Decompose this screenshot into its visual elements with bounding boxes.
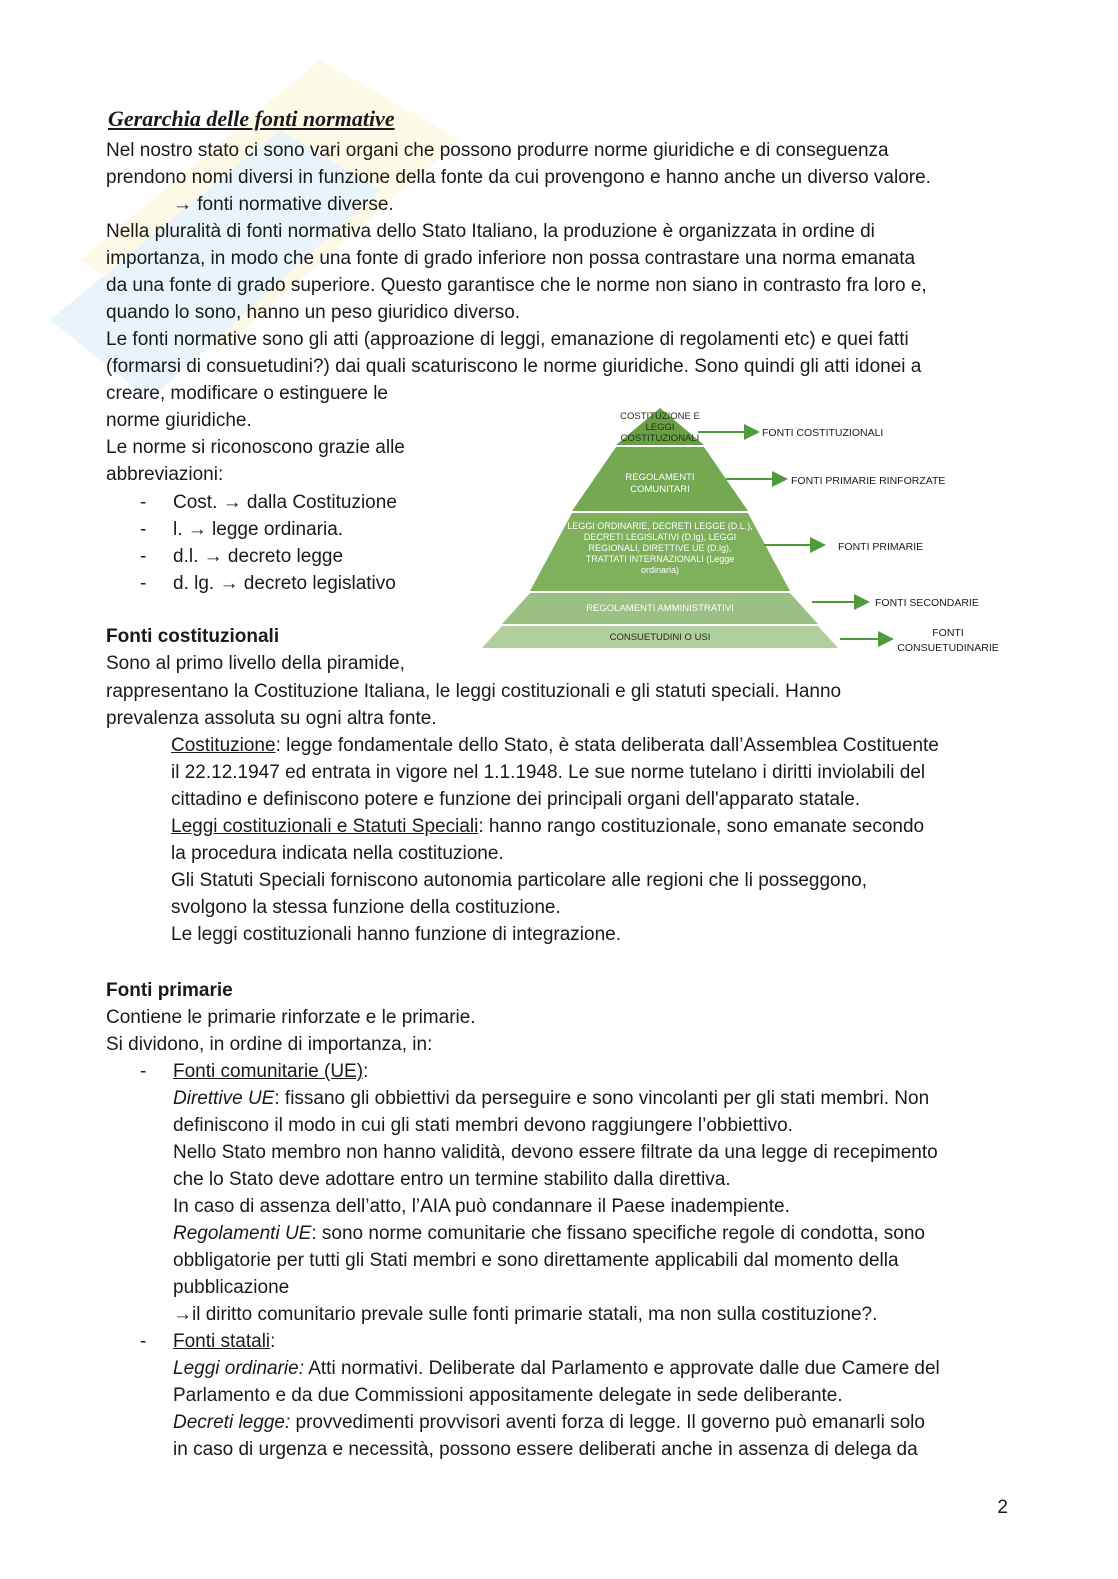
term: Leggi ordinarie: <box>173 1358 304 1379</box>
paragraph-line: Si dividono, in ordine di importanza, in: <box>106 1034 433 1055</box>
intro-line: (formarsi di consuetudini?) dai quali scaturiscono le norme giuridiche. Sono quindi gli atti idonei a <box>106 356 922 377</box>
tier-1-text: COSTITUZIONALI <box>620 433 700 444</box>
intro-line: Nel nostro stato ci sono vari organi che possono produrre norme giuridiche e di conseguenza <box>106 140 889 161</box>
level-label: FONTI PRIMARIE RINFORZATE <box>791 475 946 487</box>
paragraph-line: il 22.12.1947 ed entrata in vigore nel 1.1.1948. Le sue norme tutelano i diritti inviolabili del <box>171 762 926 783</box>
level-label: CONSUETUDINARIE <box>897 642 999 654</box>
intro-line: abbreviazioni: <box>106 464 224 485</box>
tier-5-text: CONSUETUDINI O USI <box>609 632 711 643</box>
level-label: FONTI PRIMARIE <box>838 541 924 553</box>
list-bullet: - <box>140 1061 147 1082</box>
term: Leggi costituzionali e Statuti Speciali <box>171 816 479 837</box>
section-heading: Fonti costituzionali <box>106 626 280 647</box>
hierarchy-pyramid <box>480 405 1010 660</box>
level-label: FONTI SECONDARIE <box>875 597 979 609</box>
paragraph-line: Costituzione: legge fondamentale dello Stato, è stata deliberata dall’Assemblea Costituente <box>171 735 939 756</box>
paragraph-line: cittadino e definiscono potere e funzione dei principali organi dell'apparato statale. <box>171 789 861 810</box>
tier-4-text: REGOLAMENTI AMMINISTRATIVI <box>586 603 734 614</box>
level-label: FONTI <box>932 627 964 639</box>
paragraph-line: Leggi costituzionali e Statuti Speciali: hanno rango costituzionale, sono emanate secondo <box>171 816 925 837</box>
tier-3-text: TRATTATI INTERNAZIONALI (Legge <box>585 554 735 564</box>
paragraph-line: Parlamento e da due Commissioni appositamente delegate in sede deliberante. <box>173 1385 843 1406</box>
tier-2-text: COMUNITARI <box>630 484 690 495</box>
paragraph-line: obbligatorie per tutti gli Stati membri e sono direttamente applicabili dal momento della <box>173 1250 899 1271</box>
list-item: Cost. → dalla Costituzione <box>173 492 397 513</box>
intro-line: prendono nomi diversi in funzione della fonte da cui provengono e hanno anche un diverso valore. <box>106 167 931 188</box>
paragraph-line: Decreti legge: provvedimenti provvisori aventi forza di legge. Il governo può emanarli solo <box>173 1412 925 1433</box>
list-bullet: - <box>140 492 147 513</box>
tier-1-text: LEGGI <box>645 422 675 433</box>
paragraph-line: →il diritto comunitario prevale sulle fonti primarie statali, ma non sulla costituzione?. <box>173 1304 878 1325</box>
list-bullet: - <box>140 573 147 594</box>
intro-line: norme giuridiche. <box>106 410 252 431</box>
paragraph-line: definiscono il modo in cui gli stati membri devono raggiungere l’obbiettivo. <box>173 1115 793 1136</box>
intro-line: quando lo sono, hanno un peso giuridico diverso. <box>106 302 521 323</box>
page-number: 2 <box>997 1497 1008 1518</box>
paragraph-line: Contiene le primarie rinforzate e le primarie. <box>106 1007 476 1028</box>
intro-line: Le fonti normative sono gli atti (approazione di leggi, emanazione di regolamenti etc) e quei fatti <box>106 329 909 350</box>
intro-line: → fonti normative diverse. <box>173 194 394 215</box>
level-label: FONTI COSTITUZIONALI <box>762 427 884 439</box>
tier-3-text: ordinaria) <box>640 565 680 575</box>
paragraph-line: svolgono la stessa funzione della costituzione. <box>171 897 561 918</box>
paragraph-line: Nello Stato membro non hanno validità, devono essere filtrate da una legge di recepimento <box>173 1142 938 1163</box>
intro-line: Le norme si riconoscono grazie alle <box>106 437 405 458</box>
list-item: Fonti comunitarie (UE): <box>173 1061 369 1082</box>
paragraph-line: prevalenza assoluta su ogni altra fonte. <box>106 708 437 729</box>
term: Decreti legge: <box>173 1412 291 1433</box>
paragraph-line: in caso di urgenza e necessità, possono essere deliberati anche in assenza di delega da <box>173 1439 918 1460</box>
list-bullet: - <box>140 519 147 540</box>
paragraph-line: la procedura indicata nella costituzione. <box>171 843 504 864</box>
term: Direttive UE <box>173 1088 275 1109</box>
page-title: Gerarchia delle fonti normative <box>108 106 395 131</box>
paragraph-line: che lo Stato deve adottare entro un termine stabilito dalla direttiva. <box>173 1169 731 1190</box>
tier-3-text: DECRETI LEGISLATIVI (D.lg), LEGGI <box>583 532 737 542</box>
paragraph-line: Leggi ordinarie: Atti normativi. Deliberate dal Parlamento e approvate dalle due Camere del <box>173 1358 940 1379</box>
term: Costituzione <box>171 735 276 756</box>
list-item: Fonti statali: <box>173 1331 276 1352</box>
list-item: d. lg. → decreto legislativo <box>173 573 396 594</box>
list-bullet: - <box>140 1331 147 1352</box>
intro-line: creare, modificare o estinguere le <box>106 383 388 404</box>
paragraph-line: Sono al primo livello della piramide, <box>106 653 405 674</box>
paragraph-line: Direttive UE: fissano gli obbiettivi da perseguire e sono vincolanti per gli stati membri. Non <box>173 1088 930 1109</box>
term: Regolamenti UE <box>173 1223 312 1244</box>
list-bullet: - <box>140 546 147 567</box>
tier-3-text: LEGGI ORDINARIE, DECRETI LEGGE (D.L.), <box>567 521 753 531</box>
section-heading: Fonti primarie <box>106 980 233 1001</box>
paragraph-line: Regolamenti UE: sono norme comunitarie che fissano specifiche regole di condotta, sono <box>173 1223 925 1244</box>
paragraph-line: rappresentano la Costituzione Italiana, le leggi costituzionali e gli statuti speciali. Hanno <box>106 681 842 702</box>
tier-1-text: COSTITUZIONE E <box>620 411 700 422</box>
paragraph-line: Gli Statuti Speciali forniscono autonomia particolare alle regioni che li posseggono, <box>171 870 868 891</box>
paragraph-line: Le leggi costituzionali hanno funzione di integrazione. <box>171 924 621 945</box>
tier-3-text: REGIONALI, DIRETTIVE UE (D.lg), <box>588 543 732 553</box>
list-item: l. → legge ordinaria. <box>173 519 344 540</box>
intro-line: Nella pluralità di fonti normativa dello Stato Italiano, la produzione è organizzata in ordine di <box>106 221 875 242</box>
paragraph-line: In caso di assenza dell’atto, l’AIA può condannare il Paese inadempiente. <box>173 1196 790 1217</box>
intro-line: importanza, in modo che una fonte di grado inferiore non possa contrastare una norma emanata <box>106 248 916 269</box>
paragraph-line: pubblicazione <box>173 1277 290 1298</box>
list-item: d.l. → decreto legge <box>173 546 344 567</box>
tier-2-text: REGOLAMENTI <box>625 472 695 483</box>
intro-line: da una fonte di grado superiore. Questo garantisce che le norme non siano in contrasto fra loro e, <box>106 275 927 296</box>
